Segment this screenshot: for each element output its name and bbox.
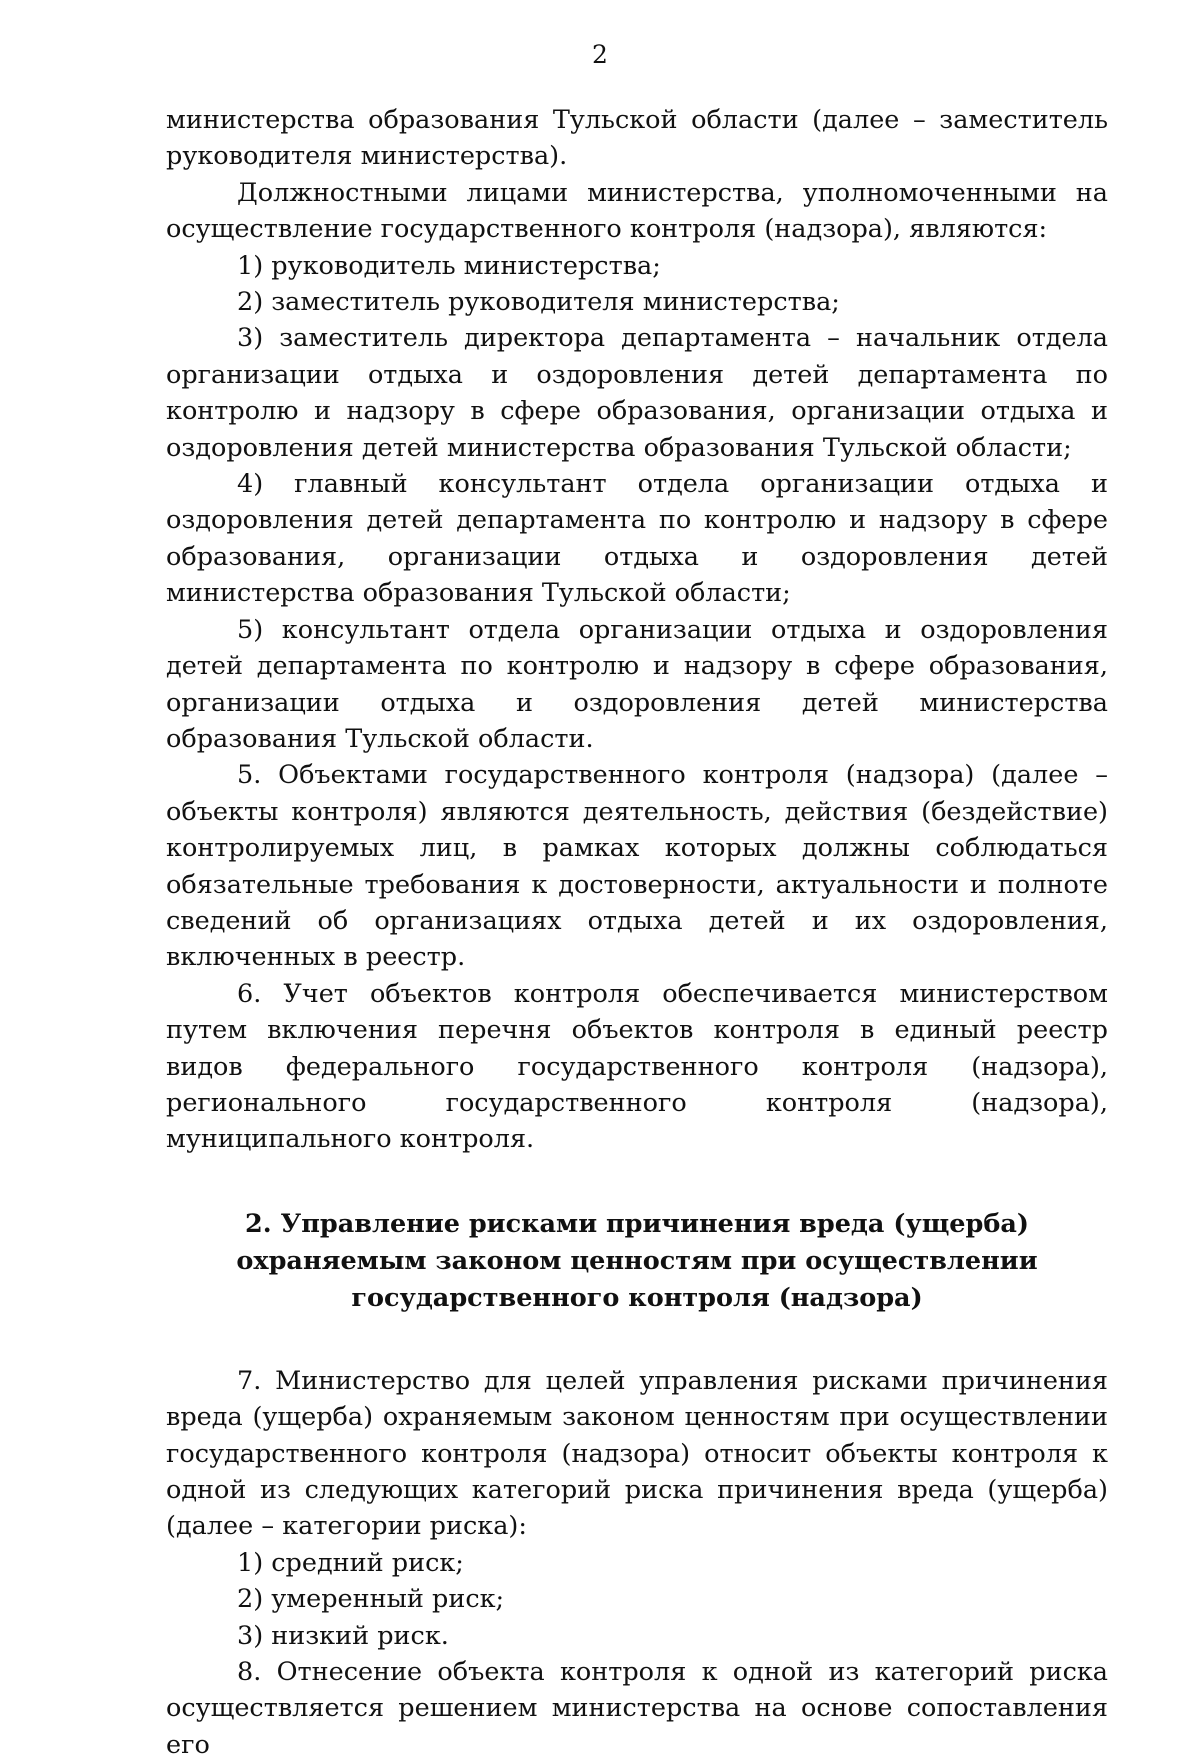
list-item: 3) низкий риск. — [237, 1620, 449, 1651]
list-item: 2) заместитель руководителя министерства; — [237, 287, 840, 318]
list-item: 5) консультант отдела организации отдыха и оздоровления детей департамента по контролю и надзору в сфере образования, организации отдыха и оздоровления детей министерства образования Тульской области. — [166, 614, 1108, 754]
list-item: 3) заместитель директора департамента – начальник отдела организации отдыха и оздоровления детей департамента по контролю и надзору в сфере образования, организации отдыха и оздоровления детей министерства образования Тульской области; — [166, 323, 1108, 463]
list-item: 2) умеренный риск; — [237, 1584, 505, 1615]
paragraph: 7. Министерство для целей управления рисками причинения вреда (ущерба) охраняемым законом ценностям при осуществлении государственного контроля (надзора) относит объекты контроля к одной из следующих категорий риска причинения вреда (ущерба) (далее – категории риска): — [166, 1365, 1108, 1542]
paragraph: 5. Объектами государственного контроля (надзора) (далее – объекты контроля) являются деятельность, действия (бездействие) контролируемых лиц, в рамках которых должны соблюдаться обязательные требования к достоверности, актуальности и полноте сведений об организациях отдыха детей и их оздоровления, включенных в реестр. — [166, 760, 1108, 973]
list-item: 1) руководитель министерства; — [237, 250, 661, 281]
paragraph: министерства образования Тульской области (далее – заместитель руководителя министерства). — [166, 105, 1108, 172]
list-item: 4) главный консультант отдела организации отдыха и оздоровления детей департамента по контролю и надзору в сфере образования, организации отдыха и оздоровления детей министерства образования Тульской области; — [166, 469, 1108, 609]
paragraph: 6. Учет объектов контроля обеспечивается министерством путем включения перечня объектов контроля в единый реестр видов федерального государственного контроля (надзора), регионального государственного контроля (надзора), муниципального контроля. — [166, 978, 1108, 1155]
paragraph: Должностными лицами министерства, уполномоченными на осуществление государственного контроля (надзора), являются: — [166, 177, 1108, 245]
section-heading-line: государственного контроля (надзора) — [351, 1282, 923, 1313]
section-heading — [166, 1206, 1108, 1317]
list-item: 1) средний риск; — [237, 1547, 464, 1578]
page-number: 2 — [592, 40, 608, 69]
section-heading-line: охраняемым законом ценностям при осуществлении — [236, 1245, 1038, 1276]
document-body — [166, 102, 1108, 1763]
paragraph: 8. Отнесение объекта контроля к одной из категорий риска осуществляется решением министерства на основе сопоставления его — [166, 1657, 1108, 1760]
section-heading-line: 2. Управление рисками причинения вреда (ущерба) — [245, 1208, 1029, 1239]
